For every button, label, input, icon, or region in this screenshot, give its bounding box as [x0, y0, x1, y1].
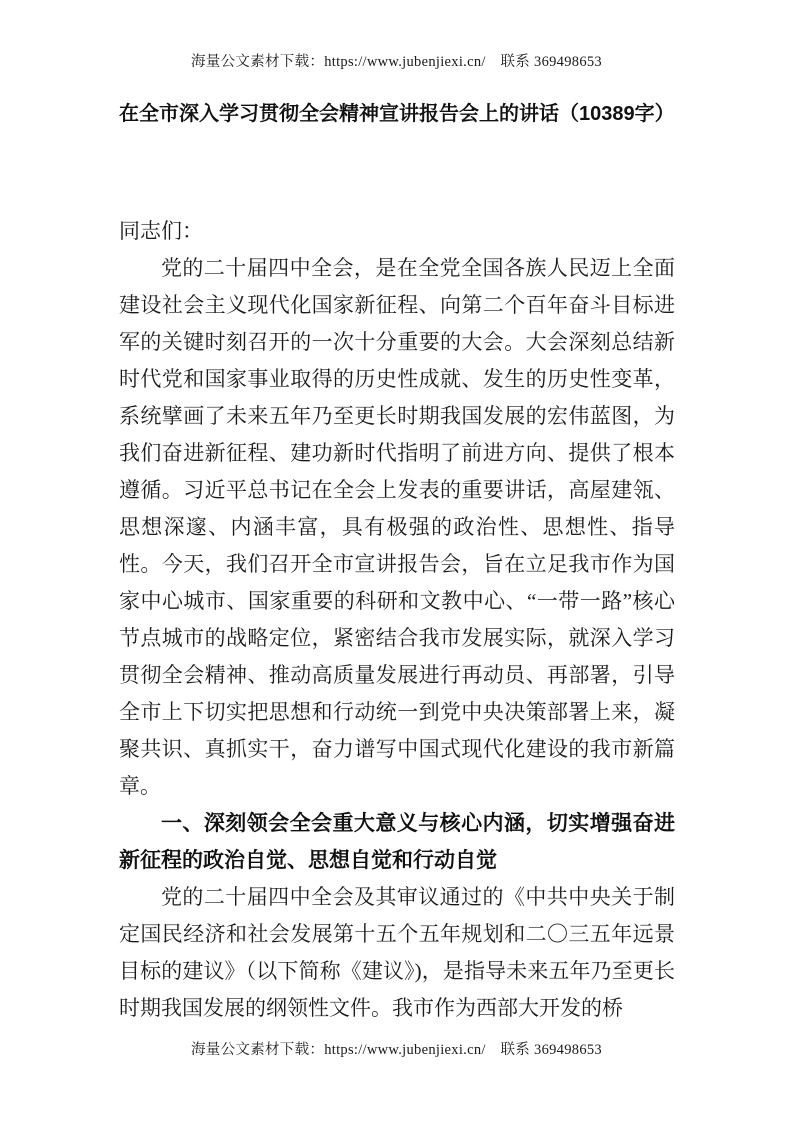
salutation-line: 同志们：	[119, 219, 203, 243]
section-1-paragraph: 党的二十届四中全会及其审议通过的《中共中央关于制定国民经济和社会发展第十五个五年规划和二〇三五年远景目标的建议》（以下简称《建议》)，是指导未来五年乃至更长时期我国发展的纲领性文件。我市作为西部大开发的桥	[119, 885, 675, 1020]
footer-watermark-text: 海量公文素材下载：https://www.jubenjiexi.cn/ 联系 369498653	[191, 1042, 602, 1058]
opening-paragraph: 党的二十届四中全会，是在全党全国各族人民迈上全面建设社会主义现代化国家新征程、向第二个百年奋斗目标进军的关键时刻召开的一次十分重要的大会。大会深刻总结新时代党和国家事业取得的历史性成就、发生的历史性变革，系统擘画了未来五年乃至更长时期我国发展的宏伟蓝图，为我们奋进新征程、建功新时代指明了前进方向、提供了根本遵循。习近平总书记在全会上发表的重要讲话，高屋建瓴、思想深邃、内涵丰富，具有极强的政治性、思想性、指导性。今天，我们召开全市宣讲报告会，旨在立足我市作为国家中心城市、国家重要的科研和文教中心、“一带一路”核心节点城市的战略定位，紧密结合我市发展实际，就深入学习贯彻全会精神、推动高质量发展进行再动员、再部署，引导全市上下切实把思想和行动统一到党中央决策部署上来，凝聚共识、真抓实干，奋力谱写中国式现代化建设的我市新篇章。	[119, 256, 675, 798]
document-body	[119, 213, 675, 1027]
section-heading-1: 一、深刻领会全会重大意义与核心内涵，切实增强奋进新征程的政治自觉、思想自觉和行动自觉	[119, 812, 675, 872]
document-title: 在全市深入学习贯彻全会精神宣讲报告会上的讲话（10389字）	[119, 103, 675, 125]
header-watermark-text: 海量公文素材下载：https://www.jubenjiexi.cn/ 联系 369498653	[191, 54, 602, 70]
